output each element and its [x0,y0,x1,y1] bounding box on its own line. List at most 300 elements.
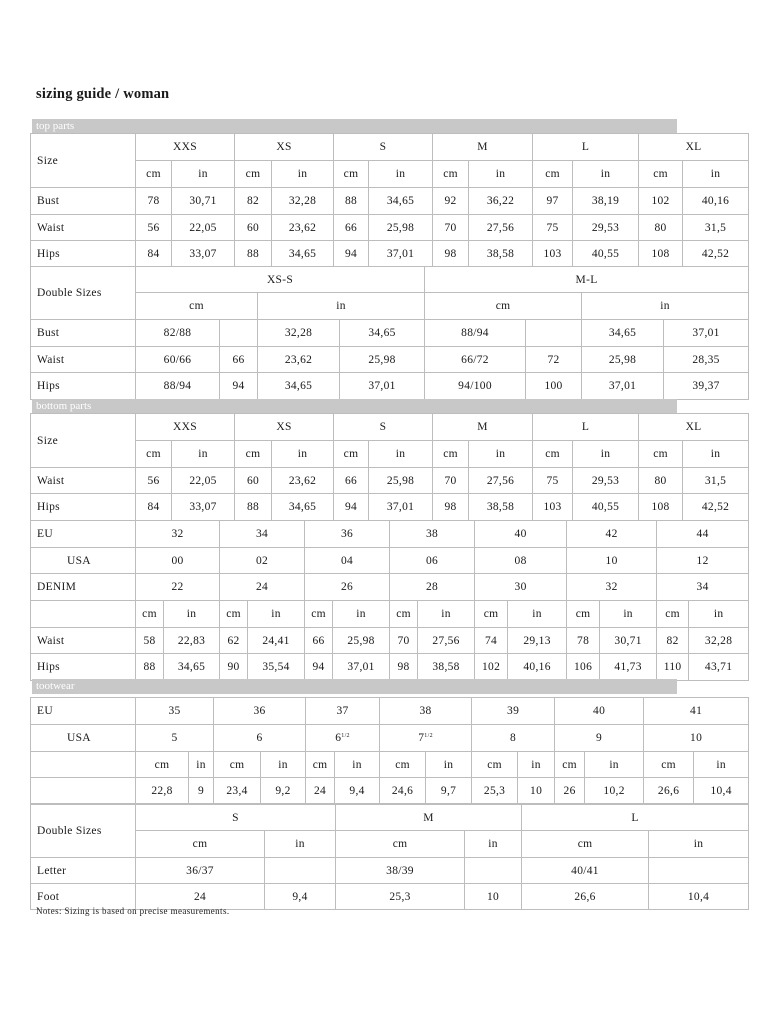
top-double-sizes-table [30,266,749,400]
table-cell: 9,4 [335,778,380,804]
table-cell: 34,65 [272,494,334,521]
table-cell: 82 [657,628,689,654]
table-cell: 30,71 [600,628,657,654]
half-size-mark: 1/2 [341,733,350,739]
table-cell: 22,05 [172,215,235,241]
table-cell: 27,56 [418,628,475,654]
size-header: M [433,414,533,441]
size-group-header: S [136,805,336,831]
unit-header: cm [390,601,418,628]
table-cell: 103 [533,241,573,267]
unit-header: in [469,441,533,468]
unit-header: cm [567,601,600,628]
row-label: DENIM [31,574,136,601]
unit-header: cm [425,293,582,320]
table-cell: 39,37 [664,373,749,400]
unit-header: cm [305,601,333,628]
table-cell: 10 [567,548,657,574]
table-row [31,468,749,494]
table-cell: 103 [533,494,573,521]
table-cell: 94 [334,494,369,521]
table-cell: 39 [472,698,555,725]
table-cell: 38 [380,698,472,725]
table-cell: 94 [220,373,258,400]
size-group-header: L [522,805,749,831]
table-row [31,373,749,400]
table-cell: 25,98 [340,347,425,373]
row-label: EU [31,521,136,548]
table-row [31,347,749,373]
unit-header: cm [235,441,272,468]
footwear-double-sizes-table [30,804,749,910]
unit-header: in [600,601,657,628]
size-header: S [334,134,433,161]
table-cell: 40/41 [522,858,649,884]
table-cell: 24 [220,574,305,601]
unit-header: cm [380,752,426,778]
table-cell: 10,4 [649,884,749,910]
table-row [31,628,749,654]
table-cell: 75 [533,468,573,494]
unit-header: in [585,752,644,778]
unit-header: cm [657,601,689,628]
notes-text: Notes: Sizing is based on precise measurements. [36,906,230,916]
unit-header: in [164,601,220,628]
table-cell: 6 [214,725,306,752]
row-label: Hips [31,373,136,400]
row-label: Bust [31,320,136,347]
table-cell [220,320,258,347]
table-cell: 38,58 [418,654,475,681]
table-cell: 84 [136,241,172,267]
row-label: Bust [31,188,136,215]
table-cell [306,725,380,752]
bottom-parts-table [30,413,749,521]
table-cell: 32,28 [272,188,334,215]
table-row [31,494,749,521]
table-cell: 33,07 [172,494,235,521]
table-cell: 42,52 [683,494,749,521]
table-row [31,521,749,548]
table-cell: 26 [305,574,390,601]
size-label: Size [31,414,136,468]
table-cell: 32,28 [258,320,340,347]
unit-header: in [333,601,390,628]
size-header: M [433,134,533,161]
footwear-table [30,697,749,804]
table-cell [649,858,749,884]
table-cell: 34,65 [340,320,425,347]
unit-header: cm [433,161,469,188]
section-band-bottom-parts: bottom parts [32,399,677,414]
unit-header: in [465,831,522,858]
top-parts-table [30,133,749,267]
table-cell: 8 [472,725,555,752]
table-cell: 06 [390,548,475,574]
table-cell: 40,16 [508,654,567,681]
size-header: XXS [136,134,235,161]
unit-header: cm [555,752,585,778]
table-cell: 25,98 [369,215,433,241]
table-cell: 28,35 [664,347,749,373]
size-group-header: M [336,805,522,831]
unit-header: cm [433,441,469,468]
table-cell: 88 [235,241,272,267]
table-cell: 56 [136,215,172,241]
table-row [31,858,749,884]
table-cell: 23,62 [272,468,334,494]
empty-cell [31,752,136,778]
table-cell: 60 [235,468,272,494]
unit-header: in [649,831,749,858]
table-cell: 26,6 [644,778,694,804]
table-row [31,188,749,215]
table-cell: 29,13 [508,628,567,654]
unit-header: in [172,161,235,188]
row-label: Waist [31,347,136,373]
table-cell: 9 [189,778,214,804]
table-cell: 40 [555,698,644,725]
unit-header: in [272,441,334,468]
table-cell: 98 [433,241,469,267]
table-cell: 102 [475,654,508,681]
row-label: Letter [31,858,136,884]
table-cell: 31,5 [683,468,749,494]
unit-header: in [369,161,433,188]
table-cell: 94/100 [425,373,526,400]
table-row [31,548,749,574]
unit-header: in [258,293,425,320]
row-label: Foot [31,884,136,910]
table-cell: 24,41 [248,628,305,654]
unit-header: in [573,161,639,188]
unit-header: in [335,752,380,778]
table-cell: 108 [639,494,683,521]
table-cell: 37,01 [582,373,664,400]
table-cell: 82 [235,188,272,215]
table-cell: 9 [555,725,644,752]
table-cell: 36,22 [469,188,533,215]
table-cell: 78 [567,628,600,654]
row-label: Waist [31,468,136,494]
table-cell: 38 [390,521,475,548]
table-cell: 88 [136,654,164,681]
table-cell: 108 [639,241,683,267]
table-cell: 90 [220,654,248,681]
table-cell: 38/39 [336,858,465,884]
unit-header: in [418,601,475,628]
table-cell: 100 [526,373,582,400]
unit-header: cm [136,601,164,628]
unit-header: in [248,601,305,628]
table-cell: 31,5 [683,215,749,241]
table-cell: 37,01 [369,494,433,521]
unit-header: in [469,161,533,188]
unit-header: in [573,441,639,468]
table-cell: 10 [518,778,555,804]
unit-header: in [265,831,336,858]
row-label: Waist [31,215,136,241]
row-label: Hips [31,241,136,267]
table-cell: 34,65 [272,241,334,267]
row-label: USA [31,725,136,752]
table-cell: 92 [433,188,469,215]
size-value: 6 [335,732,342,744]
unit-header: cm [334,161,369,188]
empty-cell [31,601,136,628]
size-label: Size [31,134,136,188]
table-cell: 36/37 [136,858,265,884]
unit-header: cm [136,831,265,858]
table-cell: 66 [334,468,369,494]
table-cell: 42 [567,521,657,548]
table-row [31,698,749,725]
unit-header: cm [136,441,172,468]
size-header: XL [639,414,749,441]
unit-header: cm [533,161,573,188]
table-cell: 25,98 [333,628,390,654]
table-cell [265,858,336,884]
size-header: L [533,414,639,441]
table-cell: 29,53 [573,468,639,494]
table-cell: 34,65 [164,654,220,681]
table-cell: 32 [136,521,220,548]
table-cell: 5 [136,725,214,752]
table-cell: 110 [657,654,689,681]
table-cell: 37 [306,698,380,725]
table-cell: 82/88 [136,320,220,347]
table-cell: 88/94 [425,320,526,347]
table-cell: 10 [465,884,522,910]
half-size-mark: 1/2 [424,733,433,739]
table-cell: 37,01 [333,654,390,681]
double-sizes-label: Double Sizes [31,267,136,320]
table-cell: 37,01 [340,373,425,400]
table-cell: 24 [306,778,335,804]
unit-header: cm [214,752,261,778]
table-cell: 78 [136,188,172,215]
size-header: XL [639,134,749,161]
unit-header: cm [220,601,248,628]
table-cell: 26 [555,778,585,804]
unit-header: in [426,752,472,778]
unit-header: cm [235,161,272,188]
table-cell: 30,71 [172,188,235,215]
table-cell [526,320,582,347]
unit-header: cm [334,441,369,468]
unit-header: cm [639,161,683,188]
size-value: 7 [418,732,425,744]
table-cell: 75 [533,215,573,241]
table-cell: 36 [214,698,306,725]
unit-header: in [261,752,306,778]
table-cell: 22,83 [164,628,220,654]
table-cell [465,858,522,884]
row-label: Hips [31,494,136,521]
table-cell: 32 [567,574,657,601]
table-cell: 36 [305,521,390,548]
table-cell: 34,65 [258,373,340,400]
table-cell: 35 [136,698,214,725]
table-cell: 23,62 [258,347,340,373]
size-group-header: XS-S [136,267,425,293]
table-cell: 9,4 [265,884,336,910]
table-cell: 88/94 [136,373,220,400]
table-cell: 98 [390,654,418,681]
table-cell: 70 [433,468,469,494]
unit-header: in [694,752,749,778]
table-cell: 30 [475,574,567,601]
table-cell: 12 [657,548,749,574]
unit-header: in [369,441,433,468]
table-cell: 25,98 [582,347,664,373]
size-header: XS [235,134,334,161]
page-title: sizing guide / woman [36,86,170,102]
table-cell: 34,65 [369,188,433,215]
table-cell: 66 [334,215,369,241]
table-cell: 43,71 [689,654,749,681]
table-cell: 10 [644,725,749,752]
table-cell: 28 [390,574,475,601]
row-label: USA [31,548,136,574]
table-cell: 98 [433,494,469,521]
size-group-header: M-L [425,267,749,293]
table-cell: 42,52 [683,241,749,267]
unit-header: cm [136,293,258,320]
row-label: Hips [31,654,136,681]
table-cell: 34 [220,521,305,548]
table-cell: 60 [235,215,272,241]
unit-header: in [189,752,214,778]
size-header: L [533,134,639,161]
table-cell: 27,56 [469,468,533,494]
section-band-top-parts: top parts [32,119,677,134]
table-cell: 10,2 [585,778,644,804]
table-cell: 25,98 [369,468,433,494]
table-cell: 94 [305,654,333,681]
table-cell: 25,3 [336,884,465,910]
double-sizes-label: Double Sizes [31,805,136,858]
table-cell: 40 [475,521,567,548]
table-cell: 29,53 [573,215,639,241]
unit-header: in [683,441,749,468]
section-band-footwear: tootwear [32,679,677,694]
table-cell: 44 [657,521,749,548]
table-row [31,215,749,241]
table-cell: 70 [433,215,469,241]
unit-header: cm [639,441,683,468]
table-cell: 26,6 [522,884,649,910]
table-cell: 88 [235,494,272,521]
table-cell: 24 [136,884,265,910]
table-cell: 34,65 [582,320,664,347]
unit-header: cm [136,752,189,778]
size-header: XXS [136,414,235,441]
table-cell: 35,54 [248,654,305,681]
table-cell: 40,16 [683,188,749,215]
unit-header: cm [475,601,508,628]
table-cell: 106 [567,654,600,681]
table-cell: 94 [334,241,369,267]
table-cell: 58 [136,628,164,654]
table-cell: 04 [305,548,390,574]
table-cell: 97 [533,188,573,215]
table-cell: 34 [657,574,749,601]
table-row [31,654,749,681]
unit-header: cm [336,831,465,858]
table-cell: 22,05 [172,468,235,494]
table-cell: 25,3 [472,778,518,804]
table-cell: 40,55 [573,241,639,267]
table-cell: 102 [639,188,683,215]
unit-header: cm [136,161,172,188]
row-label: EU [31,698,136,725]
table-cell: 24,6 [380,778,426,804]
unit-header: cm [306,752,335,778]
row-label: Waist [31,628,136,654]
unit-header: in [689,601,749,628]
table-cell: 10,4 [694,778,749,804]
table-cell: 66 [220,347,258,373]
unit-header: in [518,752,555,778]
table-cell: 22,8 [136,778,189,804]
unit-header: cm [472,752,518,778]
table-cell: 80 [639,215,683,241]
table-cell: 72 [526,347,582,373]
table-cell: 60/66 [136,347,220,373]
table-cell: 23,62 [272,215,334,241]
table-cell [380,725,472,752]
size-header: XS [235,414,334,441]
table-cell: 08 [475,548,567,574]
table-cell: 84 [136,494,172,521]
table-cell: 38,58 [469,241,533,267]
table-cell: 22 [136,574,220,601]
unit-header: in [683,161,749,188]
unit-header: cm [522,831,649,858]
table-cell: 70 [390,628,418,654]
table-cell: 27,56 [469,215,533,241]
table-row [31,241,749,267]
table-cell: 02 [220,548,305,574]
table-cell: 32,28 [689,628,749,654]
table-cell: 88 [334,188,369,215]
unit-header: in [172,441,235,468]
size-header: S [334,414,433,441]
table-cell: 66/72 [425,347,526,373]
table-row [31,320,749,347]
table-cell: 41,73 [600,654,657,681]
table-cell: 74 [475,628,508,654]
unit-header: in [508,601,567,628]
unit-header: cm [644,752,694,778]
table-cell: 23,4 [214,778,261,804]
table-cell: 56 [136,468,172,494]
table-row [31,725,749,752]
table-cell: 40,55 [573,494,639,521]
table-cell: 80 [639,468,683,494]
empty-cell [31,778,136,804]
unit-header: in [272,161,334,188]
table-cell: 37,01 [369,241,433,267]
table-cell: 66 [305,628,333,654]
table-cell: 9,7 [426,778,472,804]
table-cell: 41 [644,698,749,725]
table-row [31,778,749,804]
table-cell: 62 [220,628,248,654]
table-cell: 00 [136,548,220,574]
table-cell: 9,2 [261,778,306,804]
